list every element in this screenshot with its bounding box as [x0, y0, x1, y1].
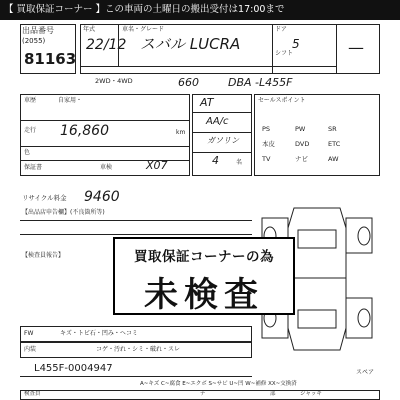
option-item: PW — [295, 125, 306, 133]
use-label: 車歴 — [24, 97, 37, 104]
lot-circled: (2055) — [22, 37, 46, 45]
insurance-label: 保証書 — [24, 164, 43, 171]
damage-legend: A~キズ C~腐食 E~エクボ S~サビ U~凹 W~補修 XX~交換済 — [140, 381, 297, 387]
divider — [80, 66, 336, 67]
divider — [20, 120, 190, 121]
divider — [20, 220, 252, 221]
recycle-value: 9460 — [84, 189, 120, 205]
mileage-label: 走行 — [24, 127, 37, 134]
car-outline — [288, 208, 346, 350]
lot-label: 出品番号 — [22, 26, 54, 35]
option-item: ETC — [328, 140, 341, 148]
rear-window — [298, 310, 336, 328]
footer-label-3: 部 — [270, 391, 276, 397]
fuel-value: ガソリン — [207, 136, 239, 145]
divider — [192, 112, 252, 113]
notes-label: 【出品店申告欄】(不良箇所等) — [22, 209, 105, 216]
displacement-value: 660 — [178, 76, 199, 89]
option-item: AW — [328, 155, 339, 163]
option-item: 本皮 — [262, 140, 275, 148]
inspector-label: 【検査員報告】 — [22, 252, 65, 259]
wheel-rear-right — [358, 309, 370, 327]
divider — [192, 152, 252, 153]
vehicle-name: スバル LUCRA — [140, 35, 241, 53]
seats-value: 4 — [212, 154, 219, 167]
unchecked-seal — [113, 237, 295, 315]
option-item: ナビ — [295, 155, 308, 163]
option-item: PS — [262, 125, 271, 133]
spare-label: スペア — [356, 369, 375, 376]
color-label: 色 — [24, 149, 31, 156]
divider — [20, 234, 252, 235]
use-value: 自家用・ — [58, 97, 83, 104]
divider — [20, 376, 252, 377]
mileage-value: 16,860 — [60, 123, 109, 139]
windshield — [298, 230, 336, 248]
rear-fender-right — [346, 298, 372, 338]
seats-unit: 名 — [236, 159, 243, 166]
seal-line2: 未検査 — [144, 275, 264, 315]
ac-value: AA/c — [206, 116, 229, 127]
fw-label: FW — [24, 330, 34, 337]
lot-number: 81163 — [24, 50, 77, 68]
shift-value: AT — [200, 96, 214, 109]
shift-label: シフト — [275, 50, 294, 57]
interior-value: コゲ・汚れ・シミ・破れ・スレ — [96, 346, 181, 353]
footer-label-1: 検査員 — [24, 391, 41, 397]
seal-line1: 買取保証コーナーの為 — [134, 249, 274, 265]
fw-value: キズ・トビ石・凹み・ヘコミ — [60, 330, 138, 337]
wheel-front-right — [358, 227, 370, 245]
sales-point-label: セールスポイント — [258, 97, 306, 104]
door-value: 5 — [292, 37, 300, 51]
banner-notice: 【 買取保証コーナー 】この車両の土曜日の搬出受付は17:00まで — [0, 0, 400, 20]
inspection-value: X07 — [146, 159, 168, 172]
drive-label: 2WD・4WD — [95, 77, 133, 85]
options-grid — [262, 126, 362, 172]
option-item: SR — [328, 125, 337, 133]
score-value: — — [348, 38, 364, 57]
inspection-label: 車検 — [100, 164, 113, 171]
divider — [192, 132, 252, 133]
interior-label: 内装 — [24, 346, 37, 353]
year-label: 年式 — [83, 26, 96, 33]
door-label: ドア — [275, 26, 287, 33]
option-item: DVD — [295, 140, 310, 148]
serial-number: L455F-0004947 — [34, 363, 113, 374]
model-code: DBA -L455F — [228, 76, 293, 89]
year-value: 22/12 — [86, 37, 127, 53]
name-label: 車名・グレード — [122, 26, 165, 33]
footer-jack: ジャッキ — [300, 391, 322, 397]
front-fender-right — [346, 218, 372, 253]
option-item: TV — [262, 155, 271, 163]
divider — [272, 24, 273, 74]
divider — [336, 24, 337, 74]
mileage-unit: km — [176, 129, 186, 136]
footer-label-2: ナ — [200, 391, 206, 397]
recycle-label: リサイクル料金 — [22, 194, 67, 202]
divider — [20, 146, 190, 147]
